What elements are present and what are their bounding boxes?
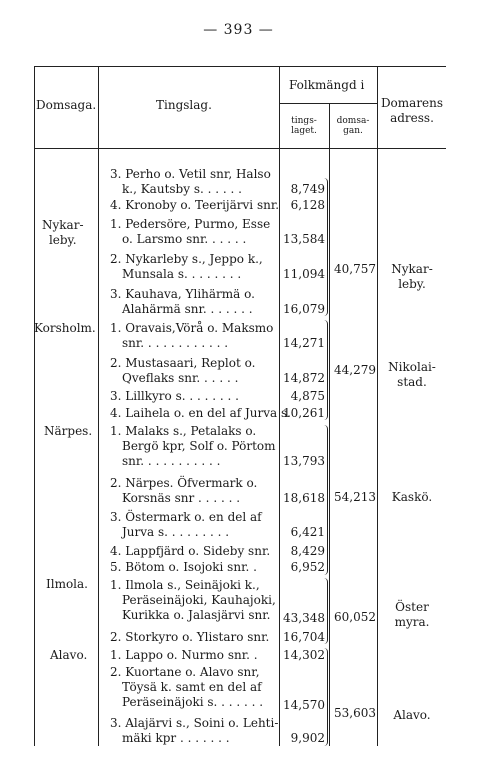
header-tingslaget: tings- laget. — [291, 116, 317, 136]
district-nykarleby: Nykar- leby. — [42, 218, 84, 247]
tingslaget-value: 43,348 — [283, 611, 325, 625]
adress-alavo: Alavo. — [393, 708, 431, 722]
list-item: 1. Oravais,Vörå o. Maksmo snr. . . . . . . . . . . . — [110, 321, 274, 350]
adress-kasko: Kaskö. — [391, 490, 433, 504]
header-bottom-rule — [34, 148, 446, 149]
tingslaget-value: 18,618 — [283, 491, 325, 505]
tingslaget-value: 6,952 — [290, 560, 325, 574]
page-number: — 393 — — [203, 22, 274, 38]
adress-nikolaistad: Nikolai- stad. — [388, 360, 436, 389]
domsagan-total: 44,279 — [334, 363, 376, 377]
tingslaget-value: 13,584 — [283, 232, 325, 246]
list-item: 4. Kronoby o. Teerijärvi snr. — [110, 198, 280, 212]
list-item: 3. Alajärvi s., Soini o. Lehti- mäki kpr . . . . . . . — [110, 716, 279, 745]
brace-nykarleby — [322, 178, 328, 316]
tingslaget-value: 6,128 — [290, 198, 325, 212]
tingslaget-value: 6,421 — [290, 525, 325, 539]
tingslaget-value: 11,094 — [283, 267, 325, 281]
col-rule-2 — [98, 66, 99, 746]
tingslaget-value: 14,570 — [283, 698, 325, 712]
list-item: 1. Lappo o. Nurmo snr. . — [110, 648, 258, 662]
district-korsholm: Korsholm. — [34, 321, 96, 335]
tingslaget-value: 10,261 — [283, 406, 325, 420]
header-domsaga: Domsaga. — [36, 98, 97, 112]
list-item: 1. Malaks s., Petalaks o. Bergö kpr, Solf o. Pörtom snr. . . . . . . . . . . — [110, 424, 276, 468]
adress-ostermyra: Öster myra. — [394, 600, 430, 629]
tingslaget-value: 4,875 — [290, 389, 325, 403]
col-rule-5 — [377, 66, 378, 746]
domsagan-total: 53,603 — [334, 706, 376, 720]
list-item: 1. Ilmola s., Seinäjoki k., Peräseinäjoki, Kauhajoki, Kurikka o. Jalasjärvi snr. — [110, 578, 276, 622]
domsagan-total: 40,757 — [334, 262, 376, 276]
list-item: 3. Östermark o. en del af Jurva s. . . . . . . . . — [110, 510, 262, 539]
table-top-rule — [34, 66, 446, 67]
list-item: 4. Laihela o. en del af Jurva s. — [110, 406, 291, 420]
domsagan-total: 54,213 — [334, 490, 376, 504]
list-item: 3. Kauhava, Ylihärmä o. Alahärmä snr. . . . . . . — [110, 287, 255, 316]
col-rule-1 — [34, 66, 35, 746]
tingslaget-value: 16,704 — [283, 630, 325, 644]
tingslaget-value: 14,872 — [283, 371, 325, 385]
tingslaget-value: 9,902 — [290, 731, 325, 745]
tingslaget-value: 13,793 — [283, 454, 325, 468]
col-rule-4 — [329, 103, 330, 746]
tingslaget-value: 16,079 — [283, 302, 325, 316]
list-item: 2. Mustasaari, Replot o. Qveflaks snr. . . . . . — [110, 356, 256, 385]
header-domarens-adress: Domarens adress. — [380, 96, 444, 125]
list-item: 5. Bötom o. Isojoki snr. . — [110, 560, 257, 574]
header-tingslag: Tingslag. — [156, 98, 212, 112]
folkmangd-rule — [279, 103, 377, 104]
district-narpes: Närpes. — [44, 424, 93, 438]
list-item: 4. Lappfjärd o. Sideby snr. — [110, 544, 271, 558]
tingslaget-value: 14,271 — [283, 336, 325, 350]
tingslaget-value: 14,302 — [283, 648, 325, 662]
list-item: 3. Perho o. Vetil snr, Halso k., Kautsby s. . . . . . — [110, 167, 271, 196]
adress-nykarleby: Nykar- leby. — [391, 262, 433, 291]
list-item: 2. Kuortane o. Alavo snr, Töysä k. samt en del af Peräseinäjoki s. . . . . . . — [110, 665, 264, 709]
tingslaget-value: 8,429 — [290, 544, 325, 558]
domsagan-total: 60,052 — [334, 610, 376, 624]
list-item: 2. Närpes. Öfvermark o. Korsnäs snr . . . . . . — [110, 476, 258, 505]
district-ilmola: Ilmola. — [46, 577, 88, 591]
district-alavo: Alavo. — [50, 648, 88, 662]
list-item: 1. Pedersöre, Purmo, Esse o. Larsmo snr. . . . . . — [110, 217, 271, 246]
header-domsagan: domsa- gan. — [336, 116, 370, 136]
tingslaget-value: 8,749 — [290, 182, 325, 196]
brace-alavo — [322, 648, 328, 746]
list-item: 3. Lillkyro s. . . . . . . . — [110, 389, 239, 403]
list-item: 2. Nykarleby s., Jeppo k., Munsala s. . . . . . . . — [110, 252, 263, 281]
header-folkmangd: Folkmängd i — [289, 78, 365, 92]
list-item: 2. Storkyro o. Ylistaro snr. — [110, 630, 270, 644]
